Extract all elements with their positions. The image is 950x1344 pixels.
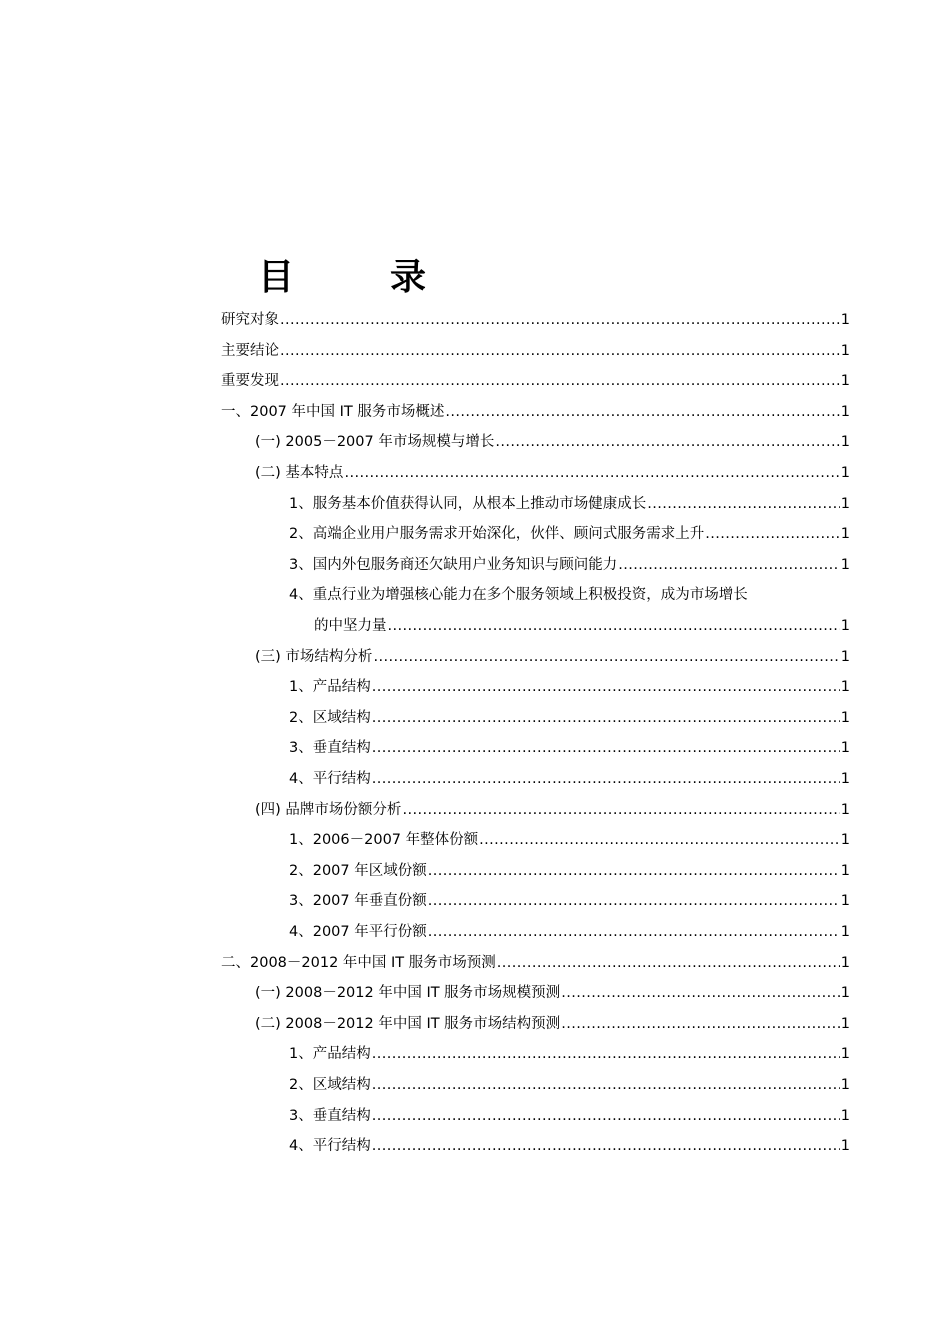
toc-leader-dots [428,886,840,917]
toc-leader-dots [428,917,840,948]
toc-leader-dots [402,795,839,826]
toc-leader-dots [388,611,840,642]
toc-leader-dots [372,1131,840,1162]
toc-entry-text: 2、高端企业用户服务需求开始深化，伙伴、顾问式服务需求上升 [289,526,705,543]
toc-entry[interactable] [0,397,950,428]
toc-entry[interactable] [0,458,950,489]
toc-heading: 目 录 [258,257,457,299]
toc-entry-text: 4、2007 年平行份额 [289,924,427,940]
toc-entry[interactable] [0,764,950,795]
toc-page-number: 1 [840,403,850,420]
toc-entry-text: 1、2006－2007 年整体份额 [289,832,479,849]
toc-leader-dots [373,642,839,673]
toc-leader-dots [344,458,839,489]
toc-entry-text: (一) 2008－2012 年中国 IT 服务市场规模预测 [255,985,561,1002]
toc-leader-dots [428,856,840,887]
toc-leader-dots [372,703,840,734]
toc-page-number: 1 [840,709,850,726]
toc-entry-text: (二) 基本特点 [255,465,344,481]
toc-entry[interactable] [0,336,950,367]
toc-page-number: 1 [840,862,850,879]
toc-entry-text: (三) 市场结构分析 [255,648,373,665]
toc-entry[interactable] [0,917,950,948]
toc-page-number: 1 [840,373,850,390]
toc-entry-text: (四) 品牌市场份额分析 [255,801,402,818]
toc-page-number: 1 [840,679,850,696]
toc-leader-dots [372,1039,840,1070]
toc-entry-text-continued: 的中坚力量 [314,617,387,634]
toc-entry[interactable] [0,672,950,703]
toc-page-number: 1 [840,954,850,971]
toc-leader-dots [280,305,840,336]
toc-leader-dots [280,366,840,397]
toc-entry[interactable] [0,519,950,550]
toc-entry-text: 3、2007 年垂直份额 [289,893,427,910]
toc-page-number: 1 [840,1046,850,1063]
toc-entry-text: 3、国内外包服务商还欠缺用户业务知识与顾问能力 [289,556,618,573]
toc-entry[interactable] [0,1009,950,1040]
toc-page-number: 1 [840,556,850,573]
toc-entry-text: 研究对象 [221,312,279,328]
toc-entry[interactable] [0,1039,950,1070]
toc-page-number: 1 [840,312,850,328]
toc-page-number: 1 [840,985,850,1002]
toc-entry-text: (二) 2008－2012 年中国 IT 服务市场结构预测 [255,1015,561,1032]
toc-entry[interactable] [0,703,950,734]
toc-page-number: 1 [840,771,850,787]
toc-leader-dots [372,1101,840,1132]
toc-entry[interactable] [0,366,950,397]
toc-entry[interactable] [0,580,950,641]
toc-leader-dots [647,489,840,520]
toc-entry-text: 二、2008－2012 年中国 IT 服务市场预测 [221,954,496,971]
toc-page-number: 1 [840,1138,850,1155]
toc-entry-text: 一、2007 年中国 IT 服务市场概述 [221,403,445,420]
toc-entry-text: (一) 2005－2007 年市场规模与增长 [255,434,495,451]
toc-leader-dots [372,1070,840,1101]
toc-leader-dots [495,427,839,458]
toc-entry-text: 1、产品结构 [289,679,371,696]
toc-page-number: 1 [840,342,850,359]
toc-entry[interactable] [0,305,950,336]
toc-page-number: 1 [840,648,850,665]
toc-leader-dots [479,825,840,856]
toc-entry-text: 3、垂直结构 [289,1107,371,1124]
toc-page-number: 1 [840,1015,850,1032]
toc-page-number: 1 [840,1107,850,1124]
toc-entry[interactable] [0,856,950,887]
toc-entry[interactable] [0,886,950,917]
toc-entry[interactable] [0,489,950,520]
toc-entry[interactable] [0,1070,950,1101]
toc-entry-text: 1、产品结构 [289,1046,371,1063]
toc-leader-dots [372,733,840,764]
toc-leader-dots [445,397,839,428]
toc-leader-dots [497,948,840,979]
toc-page-number: 1 [840,617,850,634]
toc-entry[interactable] [0,825,950,856]
toc-entry[interactable] [0,948,950,979]
toc-entry[interactable] [0,1131,950,1162]
toc-entry-text: 2、区域结构 [289,1077,371,1093]
toc-leader-dots [705,519,840,550]
toc-leader-dots [372,764,840,795]
toc-leader-dots [561,1009,840,1040]
toc-entry-text: 主要结论 [221,342,279,359]
toc-entry-text: 4、平行结构 [289,771,371,787]
toc-page-number: 1 [840,1077,850,1093]
toc-entry[interactable] [0,733,950,764]
toc-entry-text: 4、平行结构 [289,1138,371,1155]
toc-page-number: 1 [840,893,850,910]
toc-page-number: 1 [840,434,850,451]
toc-entry[interactable] [0,978,950,1009]
toc-entry-text: 4、重点行业为增强核心能力在多个服务领域上积极投资，成为市场增长 [289,587,748,604]
toc-page-number: 1 [840,495,850,512]
toc-entry-text: 2、2007 年区域份额 [289,862,427,879]
toc-entry-text: 重要发现 [221,373,279,390]
toc-leader-dots [280,336,840,367]
toc-page-number: 1 [840,801,850,818]
toc-leader-dots [372,672,840,703]
toc-page-number: 1 [840,526,850,543]
toc-leader-dots [618,550,840,581]
toc-entry-text: 2、区域结构 [289,709,371,726]
toc-entry[interactable] [0,795,950,826]
toc-entry-text: 1、服务基本价值获得认同，从根本上推动市场健康成长 [289,495,647,512]
toc-leader-dots [561,978,840,1009]
toc-entry-text: 3、垂直结构 [289,740,371,757]
toc-entry[interactable] [0,550,950,581]
toc-entry[interactable] [0,1101,950,1132]
toc-page-number: 1 [840,740,850,757]
toc-entry[interactable] [0,642,950,673]
toc-page-number: 1 [840,465,850,481]
toc-page-number: 1 [840,832,850,849]
toc-entry[interactable] [0,427,950,458]
toc-page-number: 1 [840,924,850,940]
